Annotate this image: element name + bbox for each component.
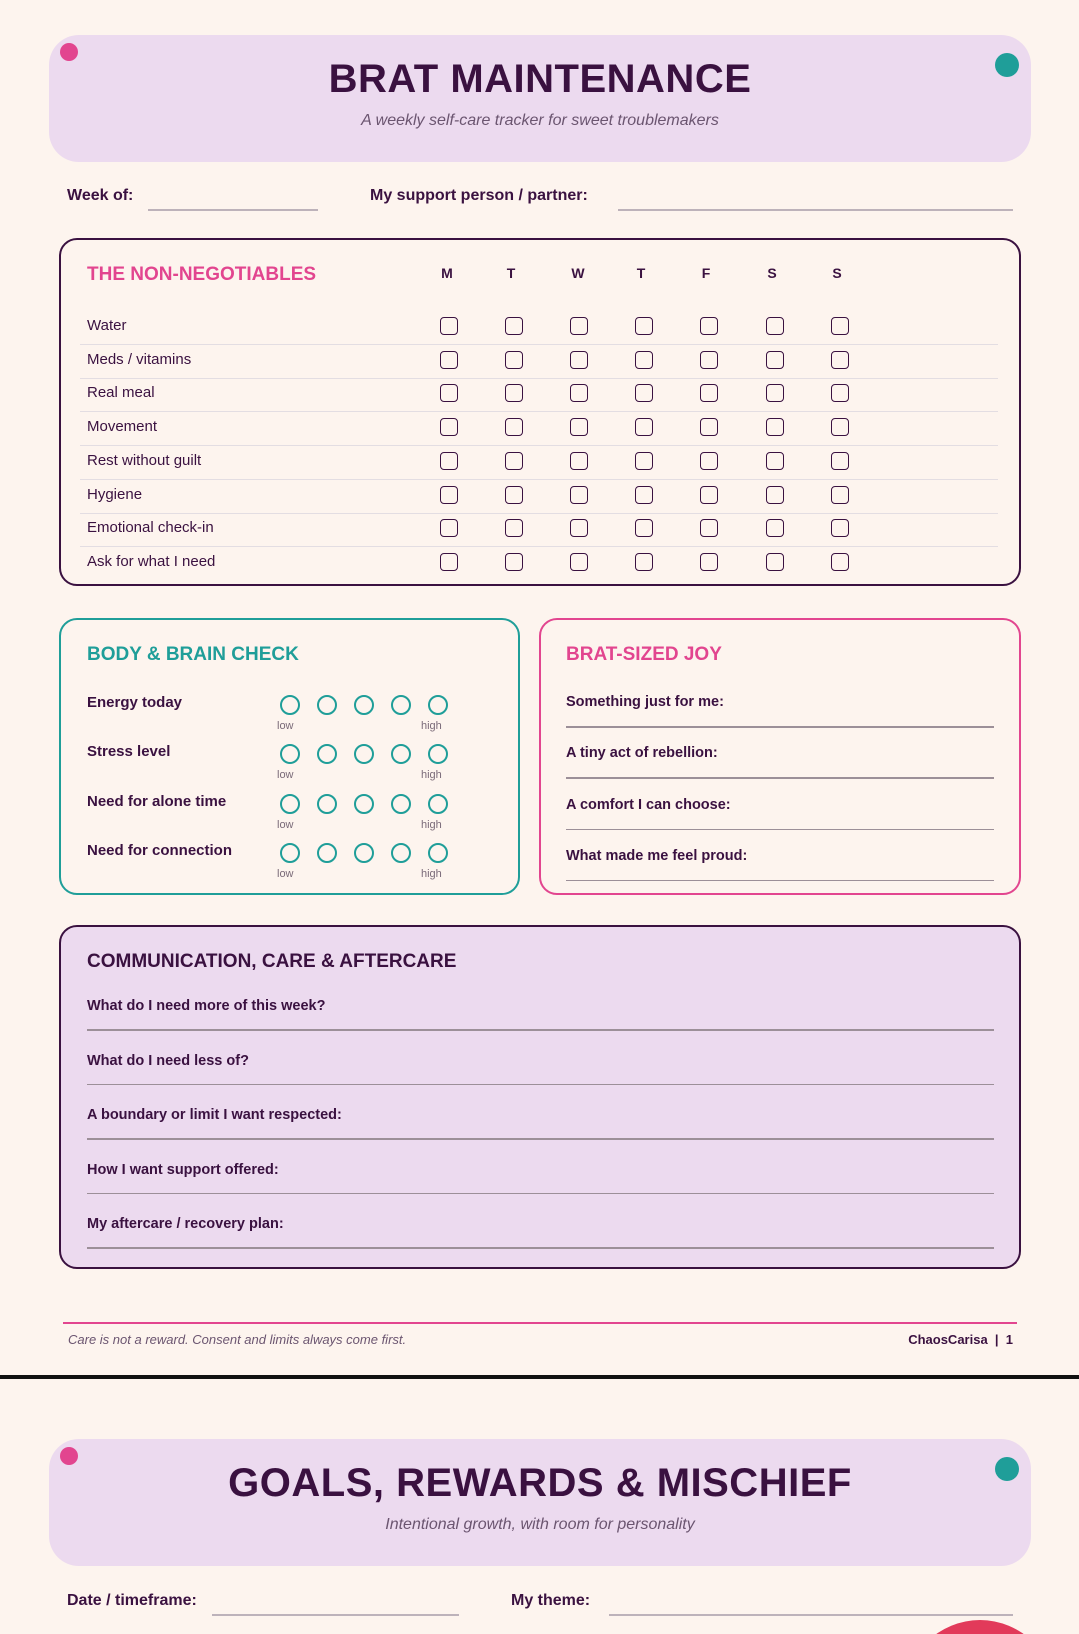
- page-title: BRAT MAINTENANCE: [328, 57, 752, 101]
- joy-prompt-label: What made me feel proud:: [566, 847, 748, 864]
- joy-prompt-label: A comfort I can choose:: [566, 796, 731, 813]
- footer-note: Care is not a reward. Consent and limits always come first.: [68, 1332, 407, 1347]
- habit-checkbox-day-6[interactable]: [766, 452, 784, 470]
- scale-label: Energy today: [87, 694, 183, 711]
- habit-checkbox-day-2[interactable]: [505, 418, 523, 436]
- joy-answer-line[interactable]: [566, 777, 994, 779]
- scale-radio-4[interactable]: [391, 695, 411, 715]
- habit-row: [80, 378, 998, 412]
- habit-label: Real meal: [87, 384, 155, 402]
- scale-low-label: low: [277, 769, 294, 782]
- communication-answer-line[interactable]: [87, 1138, 994, 1140]
- habit-checkbox-day-4[interactable]: [635, 384, 653, 402]
- scale-high-label: high: [421, 818, 442, 831]
- habit-checkbox-day-4[interactable]: [635, 418, 653, 436]
- habit-checkbox-day-5[interactable]: [700, 384, 718, 402]
- habit-checkbox-day-3[interactable]: [570, 384, 588, 402]
- communication-prompt-label: My aftercare / recovery plan:: [87, 1216, 284, 1233]
- joy-answer-line[interactable]: [566, 829, 994, 831]
- habit-label: Movement: [87, 418, 158, 436]
- habit-row: [80, 480, 998, 514]
- day-header-thu: T: [636, 265, 646, 281]
- footer-brand: ChaosCarisa | 1: [908, 1332, 1013, 1347]
- date-timeframe-label: Date / timeframe:: [67, 1592, 197, 1609]
- habit-checkbox-day-3[interactable]: [570, 418, 588, 436]
- habit-checkbox-day-3[interactable]: [570, 519, 588, 537]
- theme-label: My theme:: [511, 1592, 591, 1609]
- habit-label: Emotional check-in: [87, 519, 214, 537]
- habit-checkbox-day-1[interactable]: [440, 317, 458, 335]
- week-of-field[interactable]: [148, 209, 318, 211]
- pink-dot-decoration: [60, 43, 78, 61]
- support-person-label: My support person / partner:: [370, 187, 588, 204]
- habit-checkbox-day-1[interactable]: [440, 452, 458, 470]
- habit-label: Rest without guilt: [87, 451, 202, 469]
- habit-checkbox-day-7[interactable]: [831, 452, 849, 470]
- habit-checkbox-day-3[interactable]: [570, 486, 588, 504]
- scale-radio-4[interactable]: [391, 794, 411, 814]
- habit-checkbox-day-1[interactable]: [440, 384, 458, 402]
- scale-radio-4[interactable]: [391, 843, 411, 863]
- habit-checkbox-day-7[interactable]: [831, 317, 849, 335]
- habit-checkbox-day-1[interactable]: [440, 486, 458, 504]
- communication-prompt-label: A boundary or limit I want respected:: [87, 1107, 342, 1124]
- habit-label: Ask for what I need: [87, 552, 216, 570]
- habit-checkbox-day-4[interactable]: [635, 452, 653, 470]
- joy-answer-line[interactable]: [566, 726, 994, 728]
- habit-checkbox-day-7[interactable]: [831, 486, 849, 504]
- habit-label: Water: [87, 317, 127, 334]
- habit-checkbox-day-5[interactable]: [700, 519, 718, 537]
- red-circle-decoration: [905, 1620, 1055, 1634]
- habit-checkbox-day-2[interactable]: [505, 486, 523, 504]
- habit-checkbox-day-2[interactable]: [505, 452, 523, 470]
- scale-radio-2[interactable]: [317, 794, 337, 814]
- scale-high-label: high: [421, 867, 442, 880]
- scale-radio-5[interactable]: [428, 794, 448, 814]
- habit-checkbox-day-7[interactable]: [831, 553, 849, 571]
- habit-row: [80, 513, 998, 547]
- habit-row: [80, 547, 998, 580]
- habit-checkbox-day-2[interactable]: [505, 519, 523, 537]
- scale-low-label: low: [277, 720, 294, 732]
- non-negotiables-title: THE NON-NEGOTIABLES: [87, 264, 317, 285]
- scale-label: Stress level: [87, 743, 171, 761]
- scale-low-label: low: [277, 818, 294, 831]
- habit-checkbox-day-4[interactable]: [635, 519, 653, 537]
- habit-checkbox-day-4[interactable]: [635, 351, 653, 369]
- habit-checkbox-day-5[interactable]: [700, 553, 718, 571]
- scale-radio-2[interactable]: [317, 843, 337, 863]
- scale-radio-5[interactable]: [428, 695, 448, 715]
- footer-rule: [63, 1322, 1017, 1324]
- habit-checkbox-day-4[interactable]: [635, 317, 653, 335]
- scale-radio-1[interactable]: [280, 843, 300, 863]
- page-divider: [0, 1375, 1079, 1379]
- support-person-field[interactable]: [618, 209, 1013, 211]
- habit-label: Meds / vitamins: [87, 350, 192, 368]
- habit-checkbox-day-6[interactable]: [766, 384, 784, 402]
- week-of-label: Week of:: [67, 187, 134, 204]
- habit-checkbox-day-4[interactable]: [635, 486, 653, 504]
- day-header-sat: S: [767, 265, 777, 281]
- habit-checkbox-day-3[interactable]: [570, 317, 588, 335]
- scale-radio-5[interactable]: [428, 843, 448, 863]
- day-header-wed: W: [571, 265, 585, 281]
- communication-answer-line[interactable]: [87, 1084, 994, 1086]
- scale-radio-2[interactable]: [317, 695, 337, 715]
- communication-answer-line[interactable]: [87, 1247, 994, 1249]
- pink-dot-decoration: [60, 1447, 78, 1465]
- habit-checkbox-day-3[interactable]: [570, 553, 588, 571]
- habit-checkbox-day-2[interactable]: [505, 317, 523, 335]
- habit-checkbox-day-1[interactable]: [440, 519, 458, 537]
- scale-radio-3[interactable]: [354, 794, 374, 814]
- page-subtitle: A weekly self-care tracker for sweet troublemakers: [361, 112, 719, 129]
- habit-row: [80, 345, 998, 379]
- date-timeframe-field[interactable]: [212, 1614, 459, 1616]
- habit-checkbox-day-6[interactable]: [766, 317, 784, 335]
- page-subtitle-2: Intentional growth, with room for personality: [385, 1516, 695, 1533]
- habit-checkbox-day-7[interactable]: [831, 418, 849, 436]
- habit-label: Hygiene: [87, 485, 143, 503]
- habit-checkbox-day-6[interactable]: [766, 418, 784, 436]
- communication-prompt-label: What do I need more of this week?: [87, 998, 326, 1014]
- worksheet-page-2: [0, 1380, 1079, 1634]
- habit-checkbox-day-1[interactable]: [440, 418, 458, 436]
- communication-answer-line[interactable]: [87, 1193, 994, 1195]
- day-header-mon: M: [441, 265, 453, 281]
- joy-prompt-label: Something just for me:: [566, 694, 724, 710]
- day-header-fri: F: [701, 265, 711, 281]
- habit-checkbox-day-6[interactable]: [766, 519, 784, 537]
- scale-radio-3[interactable]: [354, 695, 374, 715]
- communication-prompt-label: How I want support offered:: [87, 1161, 279, 1178]
- scale-high-label: high: [421, 720, 442, 732]
- teal-dot-decoration: [995, 53, 1019, 77]
- habit-checkbox-day-1[interactable]: [440, 553, 458, 571]
- habit-checkbox-day-6[interactable]: [766, 553, 784, 571]
- day-header-sun: S: [832, 265, 842, 281]
- theme-field[interactable]: [609, 1614, 1013, 1616]
- communication-prompt-label: What do I need less of?: [87, 1052, 249, 1069]
- scale-radio-1[interactable]: [280, 695, 300, 715]
- scale-label: Need for connection: [87, 841, 233, 859]
- habit-checkbox-day-1[interactable]: [440, 351, 458, 369]
- communication-answer-line[interactable]: [87, 1029, 994, 1031]
- page-header: [49, 35, 1031, 162]
- habit-checkbox-day-2[interactable]: [505, 553, 523, 571]
- scale-high-label: high: [421, 769, 442, 782]
- brat-joy-title: BRAT-SIZED JOY: [566, 644, 722, 665]
- habit-checkbox-day-4[interactable]: [635, 553, 653, 571]
- habit-checkbox-day-7[interactable]: [831, 519, 849, 537]
- habit-checkbox-day-2[interactable]: [505, 384, 523, 402]
- teal-dot-decoration: [995, 1457, 1019, 1481]
- habit-checkbox-day-7[interactable]: [831, 351, 849, 369]
- habit-checkbox-day-3[interactable]: [570, 452, 588, 470]
- habit-checkbox-day-5[interactable]: [700, 351, 718, 369]
- habit-checkbox-day-5[interactable]: [700, 486, 718, 504]
- page-header-2: [49, 1439, 1031, 1566]
- scale-label: Need for alone time: [87, 792, 227, 810]
- habit-checkbox-day-5[interactable]: [700, 418, 718, 436]
- scale-radio-1[interactable]: [280, 794, 300, 814]
- habit-row: [80, 412, 998, 446]
- habit-checkbox-day-2[interactable]: [505, 351, 523, 369]
- page-title-2: GOALS, REWARDS & MISCHIEF: [228, 1461, 852, 1505]
- scale-radio-3[interactable]: [354, 843, 374, 863]
- communication-title: COMMUNICATION, CARE & AFTERCARE: [87, 951, 457, 972]
- habit-row: [80, 311, 998, 345]
- day-header-tue: T: [506, 265, 516, 281]
- body-brain-title: BODY & BRAIN CHECK: [87, 644, 299, 665]
- habit-checkbox-day-5[interactable]: [700, 452, 718, 470]
- habit-checkbox-day-6[interactable]: [766, 351, 784, 369]
- habit-checkbox-day-5[interactable]: [700, 317, 718, 335]
- joy-prompt-label: A tiny act of rebellion:: [566, 745, 718, 762]
- habit-checkbox-day-3[interactable]: [570, 351, 588, 369]
- scale-low-label: low: [277, 867, 294, 880]
- habit-checkbox-day-6[interactable]: [766, 486, 784, 504]
- joy-answer-line[interactable]: [566, 880, 994, 882]
- habit-checkbox-day-7[interactable]: [831, 384, 849, 402]
- habit-row: [80, 446, 998, 480]
